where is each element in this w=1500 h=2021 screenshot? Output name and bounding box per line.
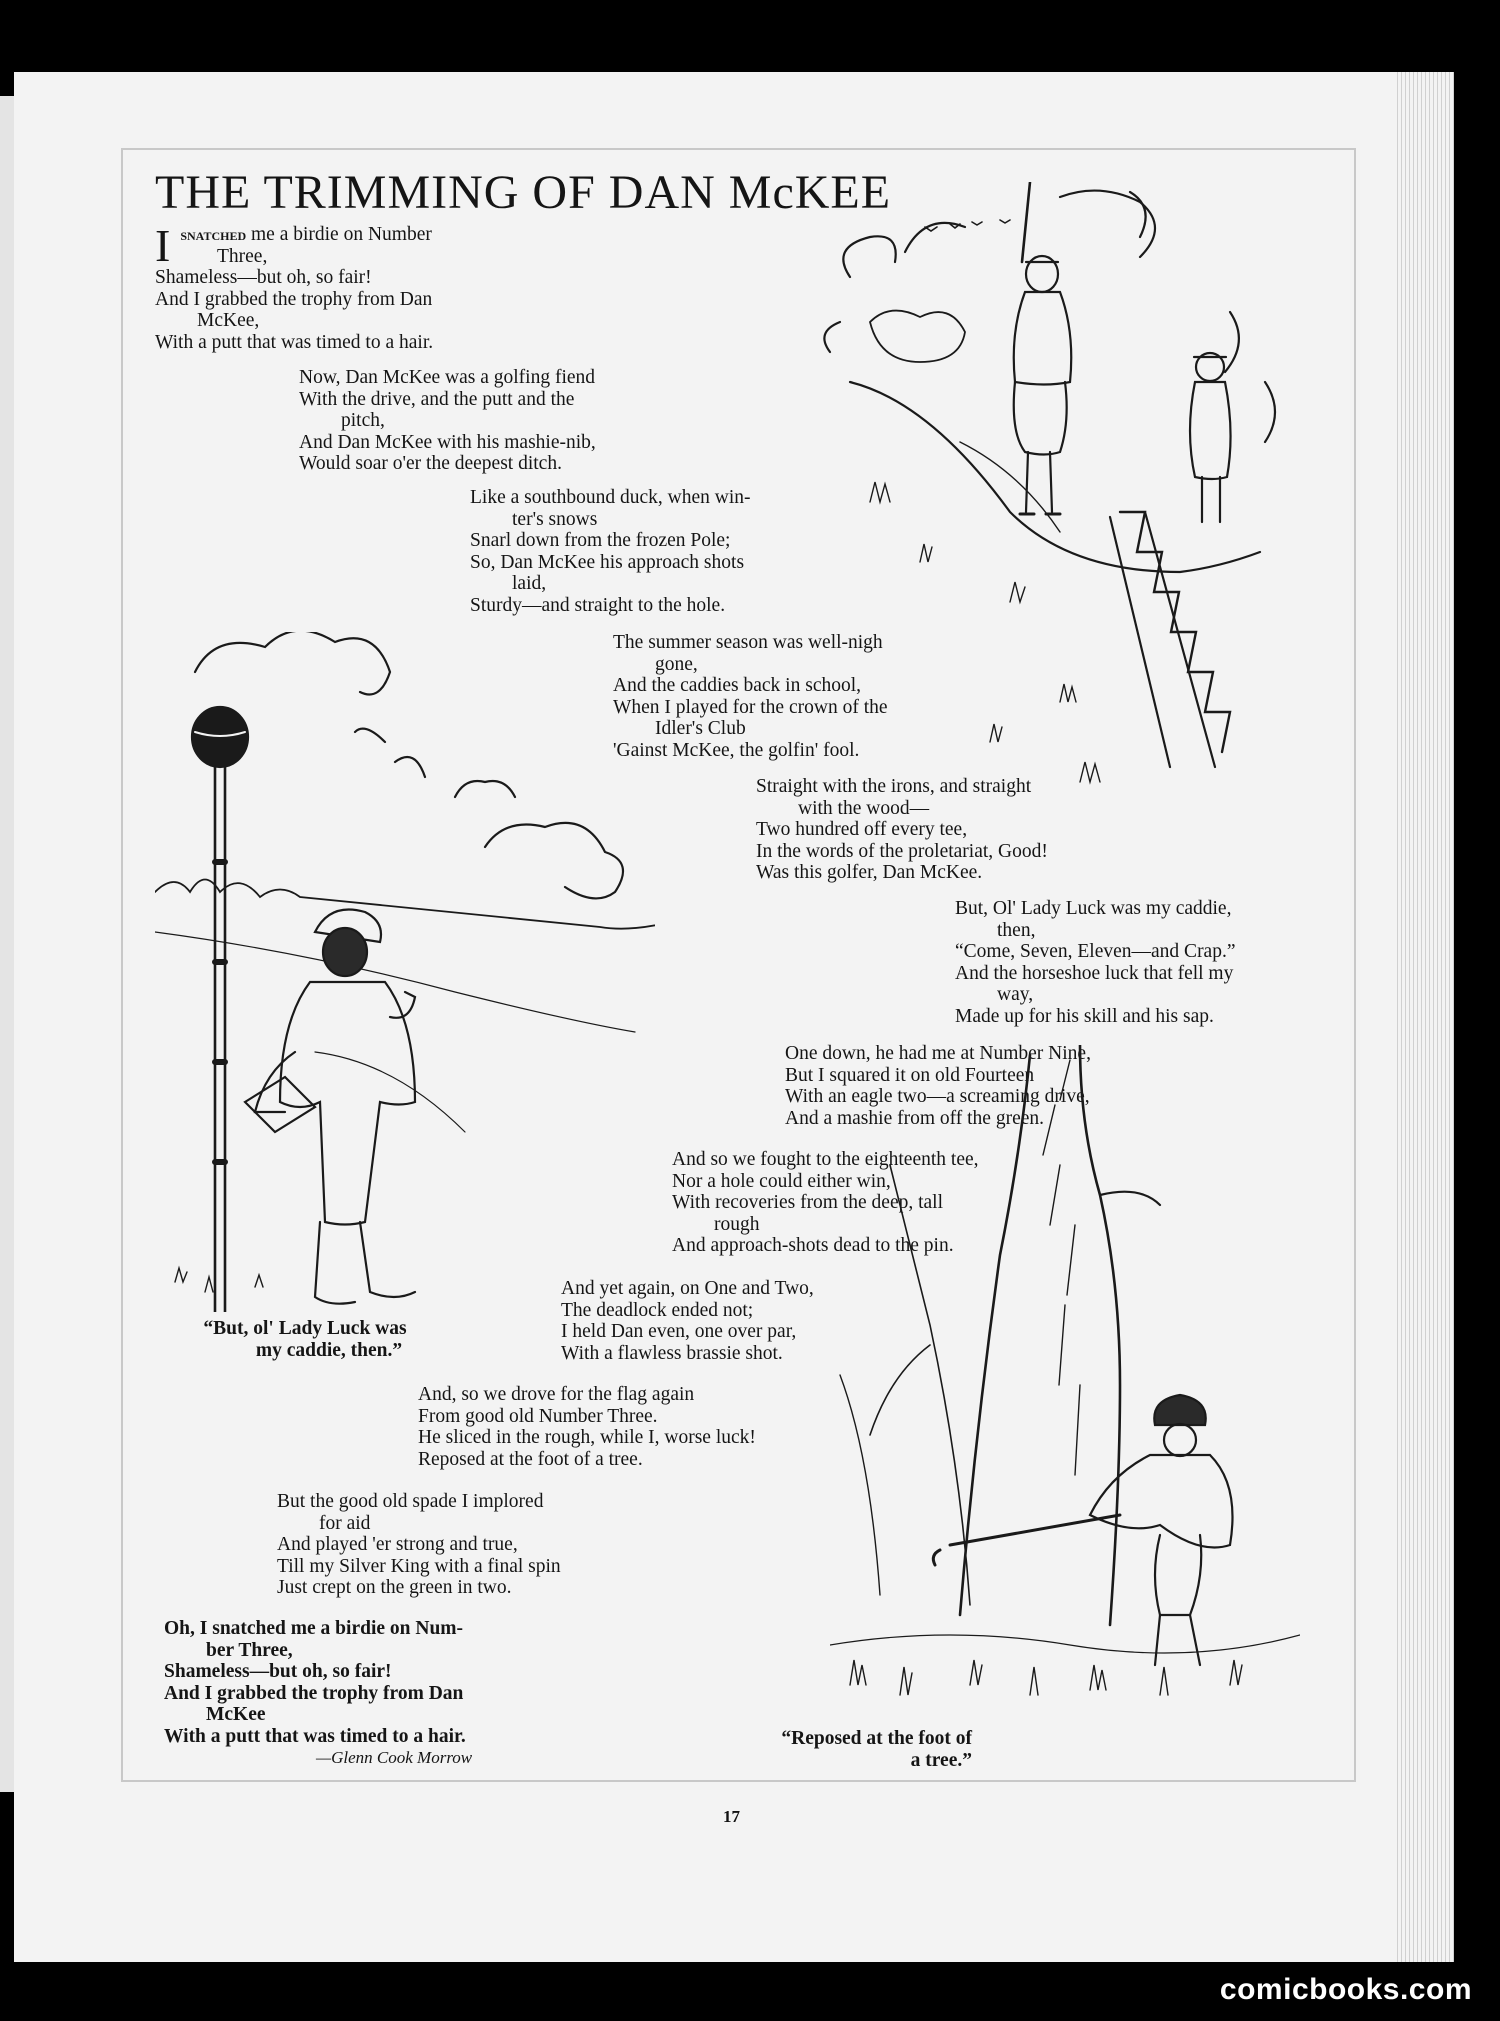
verse-line: for aid: [319, 1512, 371, 1534]
stanza-12: [164, 1618, 472, 1769]
verse-line: ber Three,: [206, 1639, 293, 1661]
verse-line: with the wood—: [798, 797, 930, 819]
verse-line: The summer season was well-nigh: [613, 632, 883, 653]
drop-cap: I: [155, 220, 171, 271]
verse-line: Just crept on the green in two.: [277, 1577, 512, 1598]
verse-line: ter's snows: [512, 508, 598, 530]
caption-line: my caddie, then.”: [255, 1340, 403, 1361]
verse-line: And the horseshoe luck that fell my: [955, 962, 1234, 984]
verse-line: And Dan McKee with his mashie-nib,: [299, 431, 596, 453]
verse-line: pitch,: [341, 410, 385, 431]
verse-line: Till my Silver King with a final spin: [277, 1555, 561, 1577]
page-edge-stack: [1394, 72, 1454, 1962]
verse-line: Shameless—but oh, so fair!: [164, 1661, 392, 1682]
caption-line: a tree.”: [910, 1750, 972, 1771]
verse-line: Two hundred off every tee,: [756, 819, 968, 840]
verse-line: McKee,: [197, 310, 260, 331]
illustration-caddie-flagstick: [155, 632, 655, 1312]
verse-line: In the words of the proletariat, Good!: [756, 840, 1048, 862]
small-caps-word: snatched: [180, 225, 247, 244]
caption-caddie: [175, 1318, 435, 1362]
verse-line: And I grabbed the trophy from Dan: [164, 1682, 464, 1704]
verse-line: Oh, I snatched me a birdie on Num-: [164, 1618, 464, 1639]
stanza-3: [470, 487, 751, 616]
verse-line: McKee: [206, 1704, 266, 1725]
verse-line: One down, he had me at Number Nine,: [785, 1043, 1091, 1064]
verse-line: rough: [714, 1213, 760, 1235]
verse-line: Idler's Club: [655, 718, 746, 739]
verse-line: With an eagle two—a screaming drive,: [785, 1086, 1090, 1107]
verse-line: So, Dan McKee his approach shots: [470, 551, 745, 573]
verse-line: 'Gainst McKee, the golfin' fool.: [613, 739, 860, 761]
verse-line: Straight with the irons, and straight: [756, 776, 1032, 797]
verse-line: And approach-shots dead to the pin.: [672, 1235, 954, 1256]
verse-line: Made up for his skill and his sap.: [955, 1005, 1214, 1027]
page-number: 17: [723, 1807, 740, 1826]
verse-line: Like a southbound duck, when win-: [470, 487, 751, 508]
verse-line: Shameless—but oh, so fair!: [155, 267, 372, 288]
verse-line: And so we fought to the eighteenth tee,: [672, 1149, 979, 1170]
attribution: —Glenn Cook Morrow: [316, 1748, 473, 1767]
verse-line: The deadlock ended not;: [561, 1299, 754, 1321]
verse-line: And yet again, on One and Two,: [561, 1278, 814, 1299]
stanza-6: [955, 898, 1236, 1027]
verse-line: From good old Number Three.: [418, 1405, 658, 1427]
verse-line: When I played for the crown of the: [613, 696, 888, 718]
verse-line: He sliced in the rough, while I, worse luck!: [418, 1427, 756, 1448]
verse-line: gone,: [655, 653, 698, 675]
verse-line: I held Dan even, one over par,: [561, 1321, 797, 1342]
first-line-rest: me a birdie on Number: [251, 224, 432, 245]
verse-line: But the good old spade I implored: [277, 1491, 544, 1512]
stanza-2: [299, 367, 596, 475]
illustration-golfer-tree: [830, 1045, 1300, 1725]
illustration-golfer-swing: [810, 182, 1300, 822]
poem-title: THE TRIMMING OF DAN McKEE: [155, 166, 892, 219]
verse-line: way,: [997, 984, 1034, 1005]
verse-line: With the drive, and the putt and the: [299, 388, 575, 410]
verse-line: Now, Dan McKee was a golfing fiend: [299, 367, 596, 388]
stanza-10: [418, 1384, 756, 1470]
verse-line: And the caddies back in school,: [613, 675, 862, 696]
verse-line: then,: [997, 919, 1036, 941]
verse-line: With recoveries from the deep, tall: [672, 1192, 944, 1213]
caption-line: “Reposed at the foot of: [781, 1728, 972, 1749]
verse-line: And, so we drove for the flag again: [418, 1384, 695, 1405]
verse-line: And I grabbed the trophy from Dan: [155, 288, 433, 310]
verse-line: Was this golfer, Dan McKee.: [756, 862, 983, 883]
verse-line: Reposed at the foot of a tree.: [418, 1448, 643, 1470]
verse-line: Would soar o'er the deepest ditch.: [299, 453, 562, 474]
verse-line: “Come, Seven, Eleven—and Crap.”: [955, 941, 1236, 962]
caption-line: “But, ol' Lady Luck was: [203, 1318, 407, 1339]
verse-line: But, Ol' Lady Luck was my caddie,: [955, 898, 1232, 919]
verse-line: Three,: [217, 245, 268, 267]
verse-line: But I squared it on old Fourteen: [785, 1064, 1035, 1086]
stanza-1: [155, 220, 434, 353]
verse-line: Sturdy—and straight to the hole.: [470, 594, 726, 616]
verse-line: laid,: [512, 573, 547, 594]
verse-line: And a mashie from off the green.: [785, 1107, 1045, 1129]
verse-line: Nor a hole could either win,: [672, 1170, 891, 1192]
verse-line: And played 'er strong and true,: [277, 1534, 518, 1555]
verse-line: With a flawless brassie shot.: [561, 1342, 783, 1364]
verse-line: With a putt that was timed to a hair.: [155, 331, 434, 353]
stanza-11: [277, 1491, 561, 1599]
watermark: comicbooks.com: [1219, 1973, 1472, 2006]
verse-line: With a putt that was timed to a hair.: [164, 1725, 466, 1747]
caption-tree: [722, 1728, 972, 1772]
verse-line: Snarl down from the frozen Pole;: [470, 530, 731, 551]
